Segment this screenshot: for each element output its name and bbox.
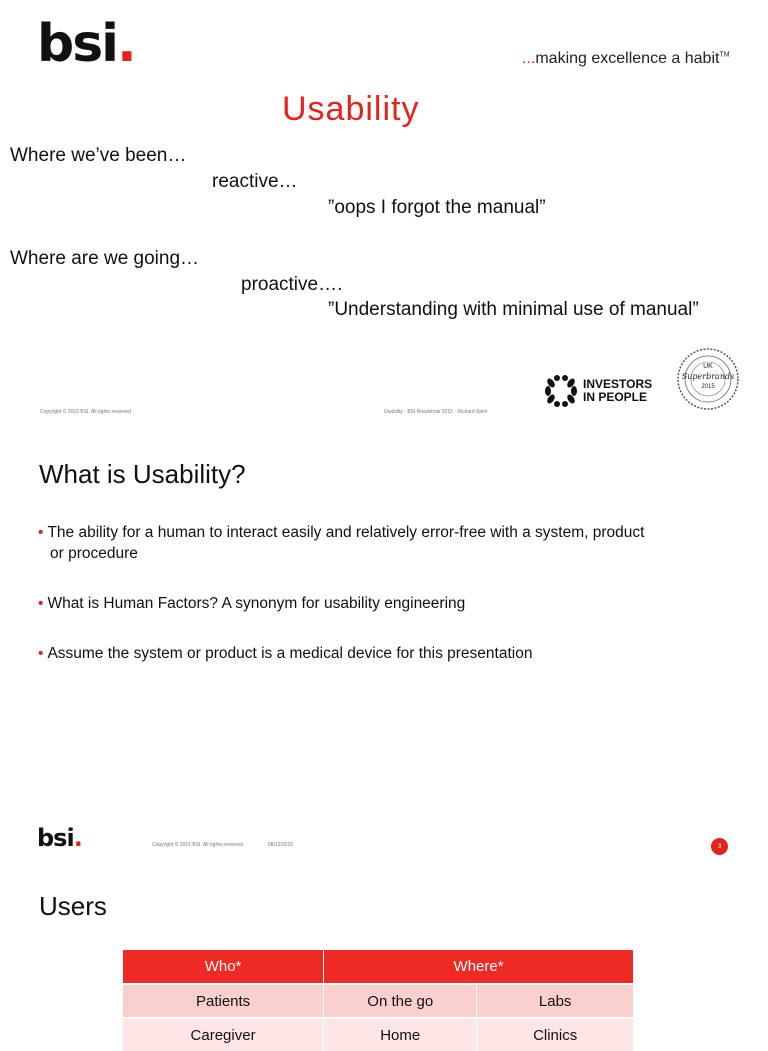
bsi-logo-dot: .	[117, 14, 135, 74]
table-cell: Patients	[123, 984, 324, 1018]
bullet-item	[38, 643, 532, 664]
table-cell: Caregiver	[123, 1018, 324, 1051]
table-cell: Home	[324, 1018, 477, 1051]
header-who: Who*	[123, 950, 324, 984]
bsi-logo-text: bsi	[37, 14, 117, 74]
tagline	[522, 50, 730, 68]
slide3-title: Users	[39, 891, 107, 921]
slide1-footer-copyright: Copyright © 2015 BSI. All rights reserved.	[40, 409, 133, 415]
bullet-item	[38, 522, 644, 564]
slide2-footer-date: 08/12/2015	[268, 842, 294, 848]
iip-line1: INVESTORS	[583, 377, 653, 391]
reactive-text: reactive…	[212, 171, 298, 192]
proactive-text: proactive….	[241, 274, 343, 295]
where-weve-been: Where we’ve been…	[10, 145, 187, 166]
bsi-logo-text: bsi	[37, 824, 74, 852]
bullet-text: What is Human Factors? A synonym for usability engineering	[47, 595, 466, 612]
superbrands-uk: UK	[703, 363, 713, 370]
slide1-title: Usability	[282, 90, 420, 128]
iip-line2: IN PEOPLE	[583, 390, 648, 404]
slide1-footer-center: Usability · BSI Roadshow 2015 · Richard Stein	[384, 409, 488, 415]
header-where: Where*	[324, 950, 634, 984]
bsi-logo-small	[37, 824, 82, 852]
bullet-glyph: •	[38, 524, 44, 541]
where-going: Where are we going…	[10, 248, 200, 269]
superbrands-seal	[676, 347, 740, 411]
table-cell: On the go	[324, 984, 477, 1018]
table-row	[123, 1018, 634, 1051]
bullet-item	[38, 593, 465, 614]
table-cell: Clinics	[477, 1018, 634, 1051]
slide2-footer-copyright: Copyright © 2015 BSI. All rights reserved.	[152, 842, 245, 848]
page-number-badge: 3	[711, 838, 728, 855]
tagline-tm: TM	[719, 51, 730, 59]
tagline-text: making excellence a habit	[535, 50, 720, 67]
investors-in-people-badge	[543, 373, 652, 409]
bsi-logo	[37, 14, 135, 74]
laurel-wreath-icon	[543, 373, 579, 409]
bsi-logo-dot: .	[73, 824, 82, 852]
bullet-glyph: •	[38, 645, 44, 662]
bullet-text-continued: or procedure	[50, 545, 138, 562]
table-header-row	[123, 950, 634, 984]
users-table	[123, 950, 634, 1051]
superbrands-year: 2015	[701, 384, 715, 390]
tagline-dots: ...	[522, 50, 536, 67]
superbrands-name: Superbrands	[681, 372, 735, 381]
table-row	[123, 984, 634, 1018]
slide2-title: What is Usability?	[39, 459, 246, 489]
oops-quote: ”oops I forgot the manual”	[328, 197, 546, 218]
table-cell: Labs	[477, 984, 634, 1018]
bullet-text: The ability for a human to interact easily and relatively error-free with a system, product	[47, 524, 645, 541]
understanding-quote: ”Understanding with minimal use of manual”	[328, 299, 699, 320]
bullet-glyph: •	[38, 595, 44, 612]
bullet-text: Assume the system or product is a medical device for this presentation	[47, 645, 533, 662]
